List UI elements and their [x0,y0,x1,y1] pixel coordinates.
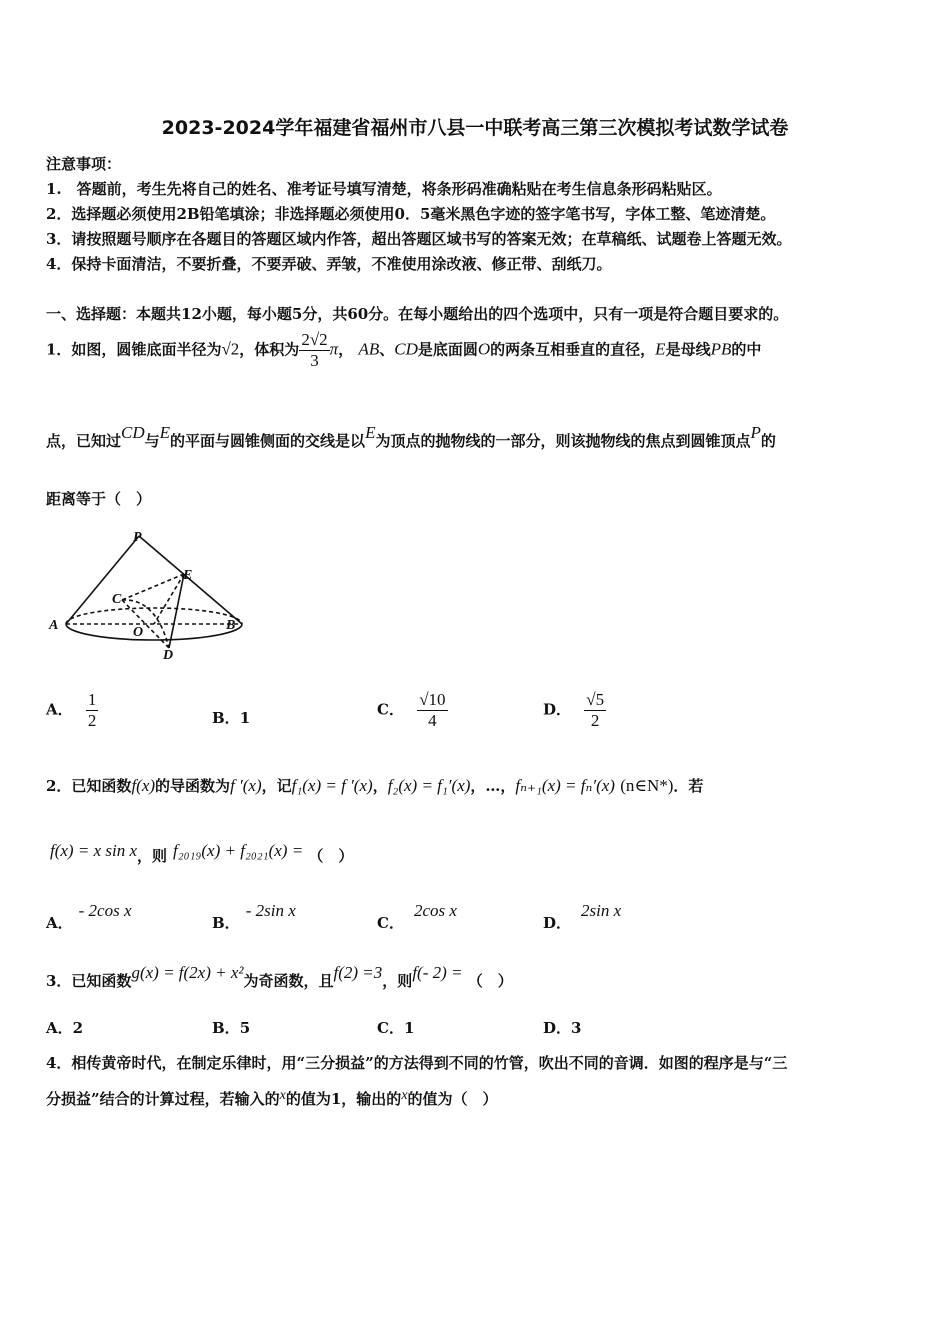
q2-text: ．若 [673,777,704,795]
option-label: C． [377,914,404,932]
q1-text: 与 [144,432,160,450]
label-p: P [133,530,142,545]
label-d: D [163,648,174,663]
option-value: 2sin x [581,901,622,920]
q2-expression: f₂₀₁₉(x) + f₂₀₂₁(x) = [173,841,304,860]
q1-cd: CD [394,339,418,359]
question-4-line-2 [46,1088,498,1109]
q1-volume-num: 2√2 [301,330,328,349]
option-label: A． [46,1019,73,1037]
label-o: O [133,625,144,640]
cone-base-back-arc [66,608,242,624]
q2-f1: f₁(x) = f ′(x) [291,776,373,795]
question-4-line-1: 4．相传黄帝时代，在制定乐律时，用“三分损益”的方法得到不同的竹管，吹出不同的音调．如图的程序是与“三 [46,1054,788,1072]
label-b: B [226,618,236,633]
q1-option-b[interactable] [212,707,250,728]
cone-edge-pa [66,536,139,624]
option-den: 4 [428,711,437,730]
option-value: 3 [571,1019,582,1037]
notes-heading: 注意事项： [46,155,122,173]
q1-text: 的平面与圆锥侧面的交线是以 [170,432,366,450]
q1-text: 的中 [731,340,762,359]
option-value: 2cos x [413,901,457,920]
q2-text: ，则 [137,847,168,865]
q1-e: E [655,339,666,359]
q1-text: 的 [760,432,776,450]
option-den: 2 [87,711,97,730]
option-label: B． [212,914,240,932]
q2-option-b[interactable] [212,900,296,932]
q3-text: 3．已知函数 [46,972,132,990]
question-3-line-1 [46,962,513,990]
label-a: A [49,618,59,633]
q1-option-d[interactable] [543,690,606,731]
option-num: 1 [87,690,97,709]
option-label: C． [377,700,404,719]
option-fraction [417,690,447,731]
q1-text: 1．如图，圆锥底面半径为 [46,340,222,359]
option-num: √5 [586,690,605,709]
option-fraction [86,690,99,731]
q1-o: O [477,339,491,359]
q1-volume-fraction [299,330,329,371]
option-value: 5 [239,1019,251,1037]
q2-option-c[interactable] [377,900,457,932]
q3-f2: f(2) =3 [333,963,383,982]
option-label: B． [212,709,240,727]
q2-f2: f₂(x) = f₁′(x) [387,776,471,795]
q3-option-b[interactable] [212,1017,250,1038]
q4-text: 的值为1，输出的 [285,1090,402,1108]
q1-text: ， [338,340,354,359]
q2-text: 2．已知函数 [46,777,132,795]
option-fraction [584,690,606,731]
q1-volume-den: 3 [310,351,319,370]
question-1-line-3: 距离等于（ ） [46,490,152,508]
q3-option-d[interactable] [543,1017,581,1038]
q1-text: 点，已知过 [46,432,122,450]
q3-option-c[interactable] [377,1017,414,1038]
q2-condition: (n∈N*) [620,776,674,795]
q1-option-a[interactable] [46,690,98,731]
option-value: 2 [72,1019,84,1037]
q1-text: 是母线 [665,340,711,359]
q2-fx: f(x) [131,776,156,795]
q1-text: 的两条互相垂直的直径， [490,340,656,359]
q4-text: 的值为（ ） [407,1090,498,1108]
label-c: C [112,592,122,607]
section-heading: 一、选择题：本题共12小题，每小题5分，共60分。在每小题给出的四个选项中，只有一项是符合题目要求的。 [46,305,789,323]
note-item-4: 4．保持卡面清洁，不要折叠，不要弄破、弄皱，不准使用涂改液、修正带、刮纸刀。 [46,255,612,273]
q2-fn: fₙ₊₁(x) = fₙ′(x) [515,776,615,795]
segment-ed [169,574,184,648]
q3-text: ，则 [382,972,413,990]
q2-text: （ ） [308,847,354,865]
q3-option-a[interactable] [46,1017,83,1038]
question-2-line-1 [46,775,703,796]
question-2-line-2 [50,841,354,866]
q1-e: E [159,423,171,442]
option-value: - 2cos x [78,901,132,920]
q1-p: P [750,423,761,442]
q4-text: 分损益”结合的计算过程，若输入的 [46,1090,280,1108]
q3-text: 为奇函数，且 [243,972,334,990]
segment-ec [122,574,184,600]
q1-text: 是底面圆 [417,340,478,359]
question-1-line-2 [46,423,776,451]
note-item-3: 3．请按照题号顺序在各题目的答题区域内作答，超出答题区域书写的答案无效；在草稿纸、试题卷上答题无效。 [46,230,792,248]
option-label: A． [46,914,73,932]
label-e: E [183,568,193,583]
q4-x: x [401,1088,408,1103]
q1-pi: π [329,339,339,359]
q2-text: ，…， [470,777,516,795]
question-1-line-1 [46,330,761,371]
q2-option-a[interactable] [46,900,132,932]
option-value: 1 [403,1019,415,1037]
q1-text: 、 [379,340,395,359]
q1-pb: PB [710,339,732,359]
page-title: 2023-2024学年福建省福州市八县一中联考高三第三次模拟考试数学试卷 [161,117,789,139]
option-value: - 2sin x [245,901,296,920]
q1-text: ，体积为 [239,340,300,359]
option-num: √10 [419,690,446,709]
q2-fx-def: f(x) = x sin x [50,841,137,860]
q2-option-d[interactable] [543,900,622,932]
option-label: A． [46,700,73,719]
option-label: B． [212,1019,240,1037]
option-label: D． [543,1019,572,1037]
q1-cd: CD [121,423,145,442]
q1-ab: AB [358,339,380,359]
q3-gx: g(x) = f(2x) + x² [131,963,244,982]
option-value: 1 [239,709,251,727]
note-item-1: 1. 答题前，考生先将自己的姓名、准考证号填写清楚，将条形码准确粘贴在考生信息条形码粘贴区。 [46,180,722,198]
q1-e: E [365,423,376,442]
option-den: 2 [590,711,600,730]
q3-fm2: f(- 2) = [412,963,463,982]
q1-radius: √2 [221,339,240,359]
q1-option-c[interactable] [377,690,448,731]
option-label: D． [543,914,572,932]
q4-x: x [279,1088,286,1103]
q2-text: ， [372,777,388,795]
q2-fpx: f ′(x) [230,776,262,795]
option-label: D． [543,700,572,719]
q3-text: （ ） [467,972,513,990]
q2-text: ，记 [261,777,292,795]
cone-figure [44,526,244,666]
q2-text: 的导函数为 [155,777,231,795]
option-label: C． [377,1019,404,1037]
note-item-2: 2．选择题必须使用2B铅笔填涂；非选择题必须使用0．5毫米黑色字迹的签字笔书写，字体工整、笔迹清楚。 [46,205,776,223]
q1-text: 为顶点的抛物线的一部分，则该抛物线的焦点到圆锥顶点 [375,432,751,450]
